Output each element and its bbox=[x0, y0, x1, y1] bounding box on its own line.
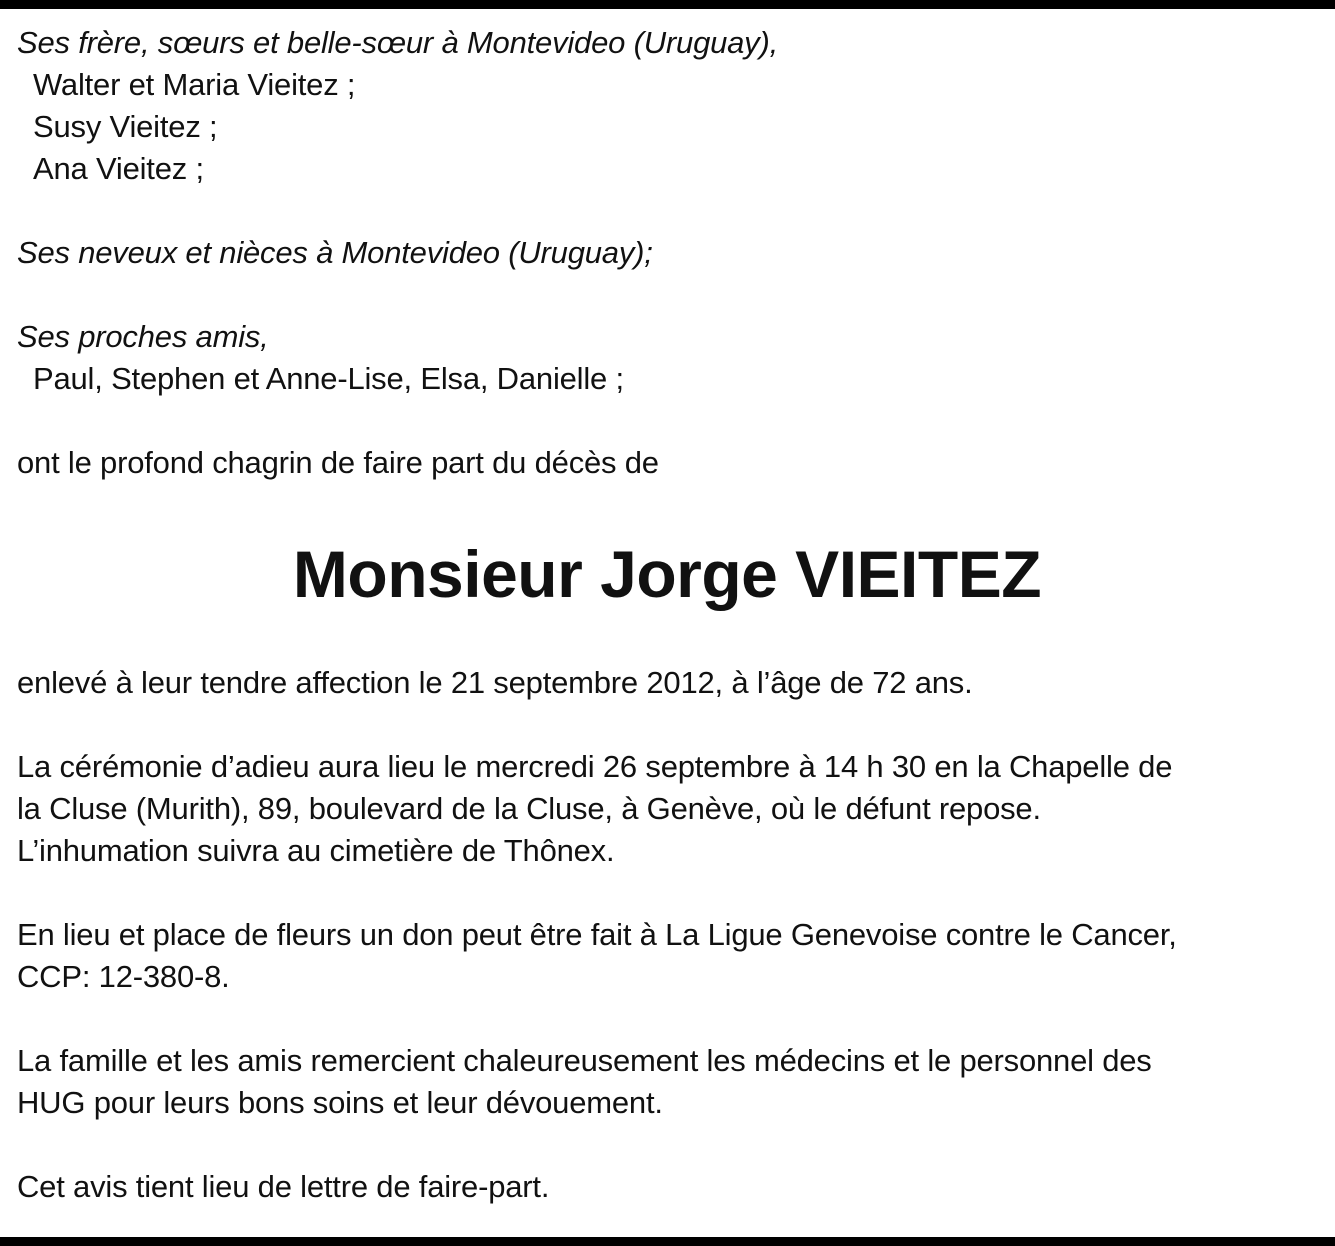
ceremony-line: L’inhumation suivra au cimetière de Thônex. bbox=[17, 833, 615, 868]
spacer bbox=[17, 190, 1327, 232]
thanks-line: HUG pour leurs bons soins et leur dévouement. bbox=[17, 1085, 663, 1120]
spacer bbox=[17, 872, 1327, 914]
ceremony-line: La cérémonie d’adieu aura lieu le mercredi 26 septembre à 14 h 30 en la Chapelle de bbox=[17, 749, 1173, 784]
sibling-name: Susy Vieitez ; bbox=[33, 109, 218, 144]
spacer bbox=[17, 400, 1327, 442]
friends-names: Paul, Stephen et Anne-Lise, Elsa, Danielle ; bbox=[33, 361, 624, 396]
deceased-name: Monsieur Jorge VIEITEZ bbox=[292, 537, 1042, 611]
top-border-rule bbox=[0, 0, 1335, 9]
spacer bbox=[17, 704, 1327, 746]
sibling-name: Ana Vieitez ; bbox=[33, 151, 204, 186]
death-notice-line: enlevé à leur tendre affection le 21 septembre 2012, à l’âge de 72 ans. bbox=[17, 665, 973, 700]
nephews-intro: Ses neveux et nièces à Montevideo (Uruguay); bbox=[17, 235, 653, 270]
donation-line: CCP: 12-380-8. bbox=[17, 959, 230, 994]
spacer bbox=[17, 998, 1327, 1040]
obituary-notice bbox=[17, 22, 1327, 1208]
ceremony-line: la Cluse (Murith), 89, boulevard de la Cluse, à Genève, où le défunt repose. bbox=[17, 791, 1041, 826]
friends-intro: Ses proches amis, bbox=[17, 319, 269, 354]
spacer bbox=[17, 274, 1327, 316]
thanks-line: La famille et les amis remercient chaleureusement les médecins et le personnel des bbox=[17, 1043, 1152, 1078]
closing-line: Cet avis tient lieu de lettre de faire-part. bbox=[17, 1169, 550, 1204]
spacer bbox=[17, 1124, 1327, 1166]
siblings-intro: Ses frère, sœurs et belle-sœur à Montevideo (Uruguay), bbox=[17, 25, 779, 60]
sibling-name: Walter et Maria Vieitez ; bbox=[33, 67, 356, 102]
donation-line: En lieu et place de fleurs un don peut être fait à La Ligue Genevoise contre le Cancer, bbox=[17, 917, 1177, 952]
announcement-text: ont le profond chagrin de faire part du décès de bbox=[17, 445, 659, 480]
bottom-border-rule bbox=[0, 1237, 1335, 1246]
